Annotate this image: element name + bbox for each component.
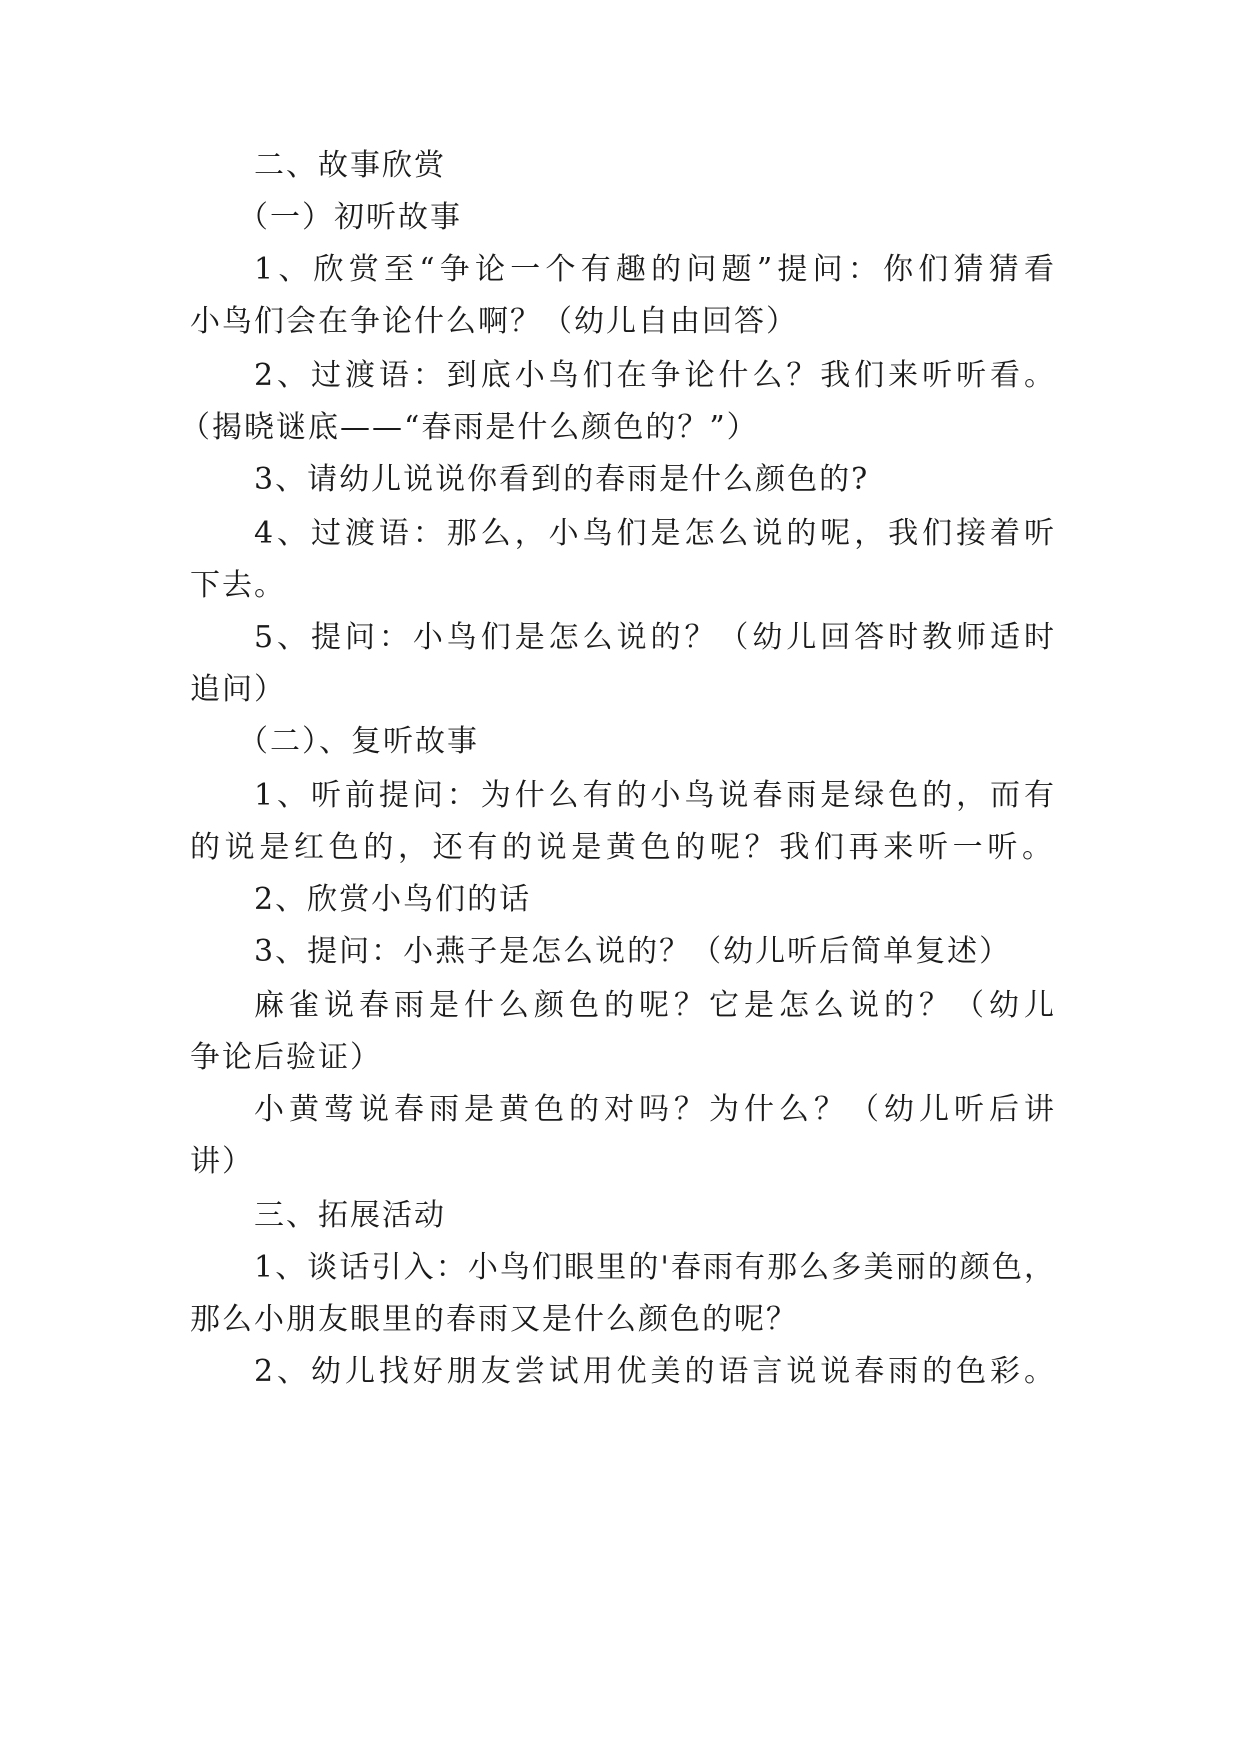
section-heading-story-appreciation: 二、故事欣赏 xyxy=(254,148,446,183)
paragraph-line: 讲） xyxy=(190,1144,254,1179)
paragraph-line: 5、提问：小鸟们是怎么说的？（幼儿回答时教师适时 xyxy=(254,620,1054,655)
paragraph-line: 4、过渡语：那么，小鸟们是怎么说的呢，我们接着听 xyxy=(254,516,1054,551)
subsection-heading-second-listen: （二）、复听故事 xyxy=(238,724,479,759)
paragraph-line: （揭晓谜底——“春雨是什么颜色的？”） xyxy=(180,410,759,445)
paragraph-line: 麻雀说春雨是什么颜色的呢？它是怎么说的？（幼儿 xyxy=(254,988,1054,1023)
section-heading-extension-activity: 三、拓展活动 xyxy=(254,1198,446,1233)
paragraph-line: 那么小朋友眼里的春雨又是什么颜色的呢？ xyxy=(190,1302,798,1337)
paragraph-line: 追问） xyxy=(190,672,286,707)
subsection-heading-first-listen: （一）初听故事 xyxy=(238,200,462,235)
paragraph-line: 3、请幼儿说说你看到的春雨是什么颜色的? xyxy=(254,462,870,497)
paragraph-line: 争论后验证） xyxy=(190,1040,382,1075)
paragraph-line: 2、幼儿找好朋友尝试用优美的语言说说春雨的色彩。 xyxy=(254,1354,1054,1389)
paragraph-line: 下去。 xyxy=(190,568,286,603)
paragraph-line: 2、欣赏小鸟们的话 xyxy=(254,882,532,917)
paragraph-line: 小鸟们会在争论什么啊？（幼儿自由回答） xyxy=(190,304,798,339)
paragraph-line: 1、欣赏至“争论一个有趣的问题”提问：你们猜猜看 xyxy=(254,252,1054,287)
paragraph-line: 3、提问：小燕子是怎么说的？（幼儿听后简单复述） xyxy=(254,934,1012,969)
paragraph-line: 1、听前提问：为什么有的小鸟说春雨是绿色的，而有 xyxy=(254,778,1054,813)
paragraph-line: 1、谈话引入：小鸟们眼里的'春雨有那么多美丽的颜色， xyxy=(254,1250,1054,1285)
paragraph-line: 小黄莺说春雨是黄色的对吗？为什么？（幼儿听后讲 xyxy=(254,1092,1054,1127)
paragraph-line: 2、过渡语：到底小鸟们在争论什么？我们来听听看。 xyxy=(254,358,1054,393)
paragraph-line: 的说是红色的，还有的说是黄色的呢？我们再来听一听。 xyxy=(190,830,1052,865)
